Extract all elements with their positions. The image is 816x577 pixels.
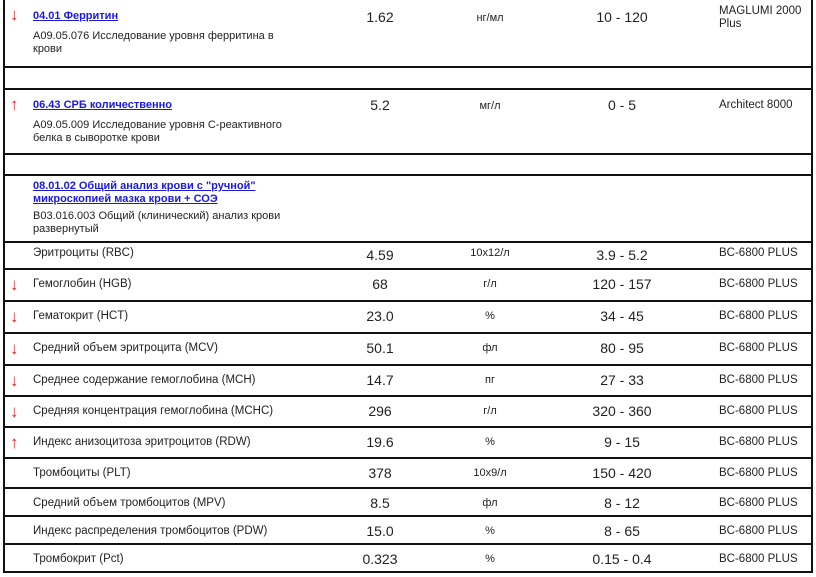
lab-range: 9 - 15: [604, 434, 640, 450]
lab-name: Индекс анизоцитоза эритроцитов (RDW): [33, 436, 251, 448]
lab-unit: г/л: [483, 278, 497, 290]
lab-name: Средний объем тромбоцитов (MPV): [33, 497, 226, 509]
test-name-block: [33, 180, 293, 236]
lab-range: 34 - 45: [600, 308, 644, 324]
lab-unit: %: [485, 310, 495, 322]
arrow-down-icon: ↓: [10, 5, 19, 24]
lab-device: BC-6800 PLUS: [719, 553, 798, 565]
lab-range: 120 - 157: [592, 276, 652, 292]
lab-value: 19.6: [366, 434, 394, 450]
test-unit: мг/л: [479, 100, 501, 112]
lab-value: 4.59: [366, 247, 394, 263]
lab-range: 3.9 - 5.2: [596, 247, 648, 263]
lab-unit: %: [485, 553, 495, 565]
arrow-up-icon: ↑: [10, 95, 19, 114]
lab-row: [5, 300, 811, 332]
lab-row: [5, 426, 811, 457]
test-code: A09.05.076 Исследование уровня ферритина в крови: [33, 30, 274, 55]
lab-value: 8.5: [370, 495, 390, 511]
lab-unit: г/л: [483, 405, 497, 417]
test-code: B03.016.003 Общий (клинический) анализ крови развернутый: [33, 210, 281, 235]
test-range: 0 - 5: [607, 97, 636, 113]
test-link-crp[interactable]: 06.43 СРБ количественно: [33, 99, 172, 111]
test-row-crp: [5, 88, 811, 153]
lab-device: BC-6800 PLUS: [719, 247, 798, 259]
lab-value: 296: [368, 403, 392, 419]
lab-row: [5, 364, 811, 395]
lab-value: 50.1: [366, 340, 394, 356]
lab-name: Индекс распределения тромбоцитов (PDW): [33, 525, 268, 537]
lab-value: 68: [372, 276, 388, 292]
lab-unit: %: [485, 436, 495, 448]
lab-device: BC-6800 PLUS: [719, 436, 798, 448]
test-name-block: [33, 99, 313, 145]
lab-unit: %: [485, 525, 495, 537]
arrow-down-icon: ↓: [10, 307, 19, 326]
lab-device: BC-6800 PLUS: [719, 467, 798, 479]
cbc-items: [5, 241, 811, 571]
lab-name: Гематокрит (HCT): [33, 310, 129, 322]
lab-row: [5, 332, 811, 364]
test-value: 1.62: [366, 9, 394, 25]
test-link-cbc[interactable]: 08.01.02 Общий анализ крови с "ручной" микроскопией мазка крови + СОЭ: [33, 180, 256, 205]
test-value: 5.2: [370, 97, 390, 113]
lab-row: [5, 515, 811, 543]
lab-value: 23.0: [366, 308, 394, 324]
lab-row: [5, 543, 811, 571]
test-row-cbc: [5, 174, 811, 241]
lab-device: BC-6800 PLUS: [719, 525, 798, 537]
lab-range: 150 - 420: [592, 465, 652, 481]
lab-value: 0.323: [362, 551, 398, 567]
lab-range: 0.15 - 0.4: [592, 551, 652, 567]
lab-device: BC-6800 PLUS: [719, 310, 798, 322]
lab-name: Эритроциты (RBC): [33, 247, 134, 259]
spacer-row: [5, 153, 811, 174]
test-code: A09.05.009 Исследование уровня С-реактивного белка в сыворотке крови: [33, 119, 282, 144]
lab-unit: фл: [482, 497, 498, 509]
lab-value: 14.7: [366, 372, 394, 388]
test-name-block: [33, 10, 303, 56]
test-device: Architect 8000: [719, 99, 793, 111]
test-device: MAGLUMI 2000 Plus: [719, 5, 802, 30]
lab-device: BC-6800 PLUS: [719, 374, 798, 386]
lab-row: [5, 457, 811, 487]
arrow-down-icon: ↓: [10, 402, 19, 421]
lab-value: 378: [368, 465, 392, 481]
test-link-ferritin[interactable]: 04.01 Ферритин: [33, 10, 119, 22]
lab-device: BC-6800 PLUS: [719, 497, 798, 509]
lab-range: 320 - 360: [592, 403, 652, 419]
lab-unit: пг: [485, 374, 495, 386]
lab-value: 15.0: [366, 523, 394, 539]
arrow-down-icon: ↓: [10, 371, 19, 390]
lab-range: 8 - 12: [604, 495, 640, 511]
lab-name: Средний объем эритроцита (MCV): [33, 342, 218, 354]
lab-range: 8 - 65: [604, 523, 640, 539]
lab-range: 27 - 33: [600, 372, 644, 388]
test-row-ferritin: [5, 0, 811, 66]
lab-name: Гемоглобин (HGB): [33, 278, 132, 290]
spacer-row: [5, 66, 811, 88]
lab-results-table: [3, 0, 813, 573]
lab-unit: фл: [482, 342, 498, 354]
lab-row: [5, 241, 811, 268]
lab-row: [5, 268, 811, 300]
lab-name: Тромбоциты (PLT): [33, 467, 131, 479]
lab-name: Средняя концентрация гемоглобина (MCHC): [33, 405, 274, 417]
lab-unit: 10x12/л: [470, 247, 510, 259]
lab-device: BC-6800 PLUS: [719, 278, 798, 290]
test-unit: нг/мл: [476, 12, 504, 24]
arrow-down-icon: ↓: [10, 275, 19, 294]
lab-row: [5, 487, 811, 515]
lab-name: Среднее содержание гемоглобина (MCH): [33, 374, 256, 386]
lab-device: BC-6800 PLUS: [719, 405, 798, 417]
lab-unit: 10x9/л: [473, 467, 507, 479]
lab-row: [5, 395, 811, 426]
lab-name: Тромбокрит (Pct): [33, 553, 124, 565]
test-range: 10 - 120: [596, 9, 648, 25]
arrow-up-icon: ↑: [10, 433, 19, 452]
lab-range: 80 - 95: [600, 340, 644, 356]
lab-device: BC-6800 PLUS: [719, 342, 798, 354]
arrow-down-icon: ↓: [10, 339, 19, 358]
